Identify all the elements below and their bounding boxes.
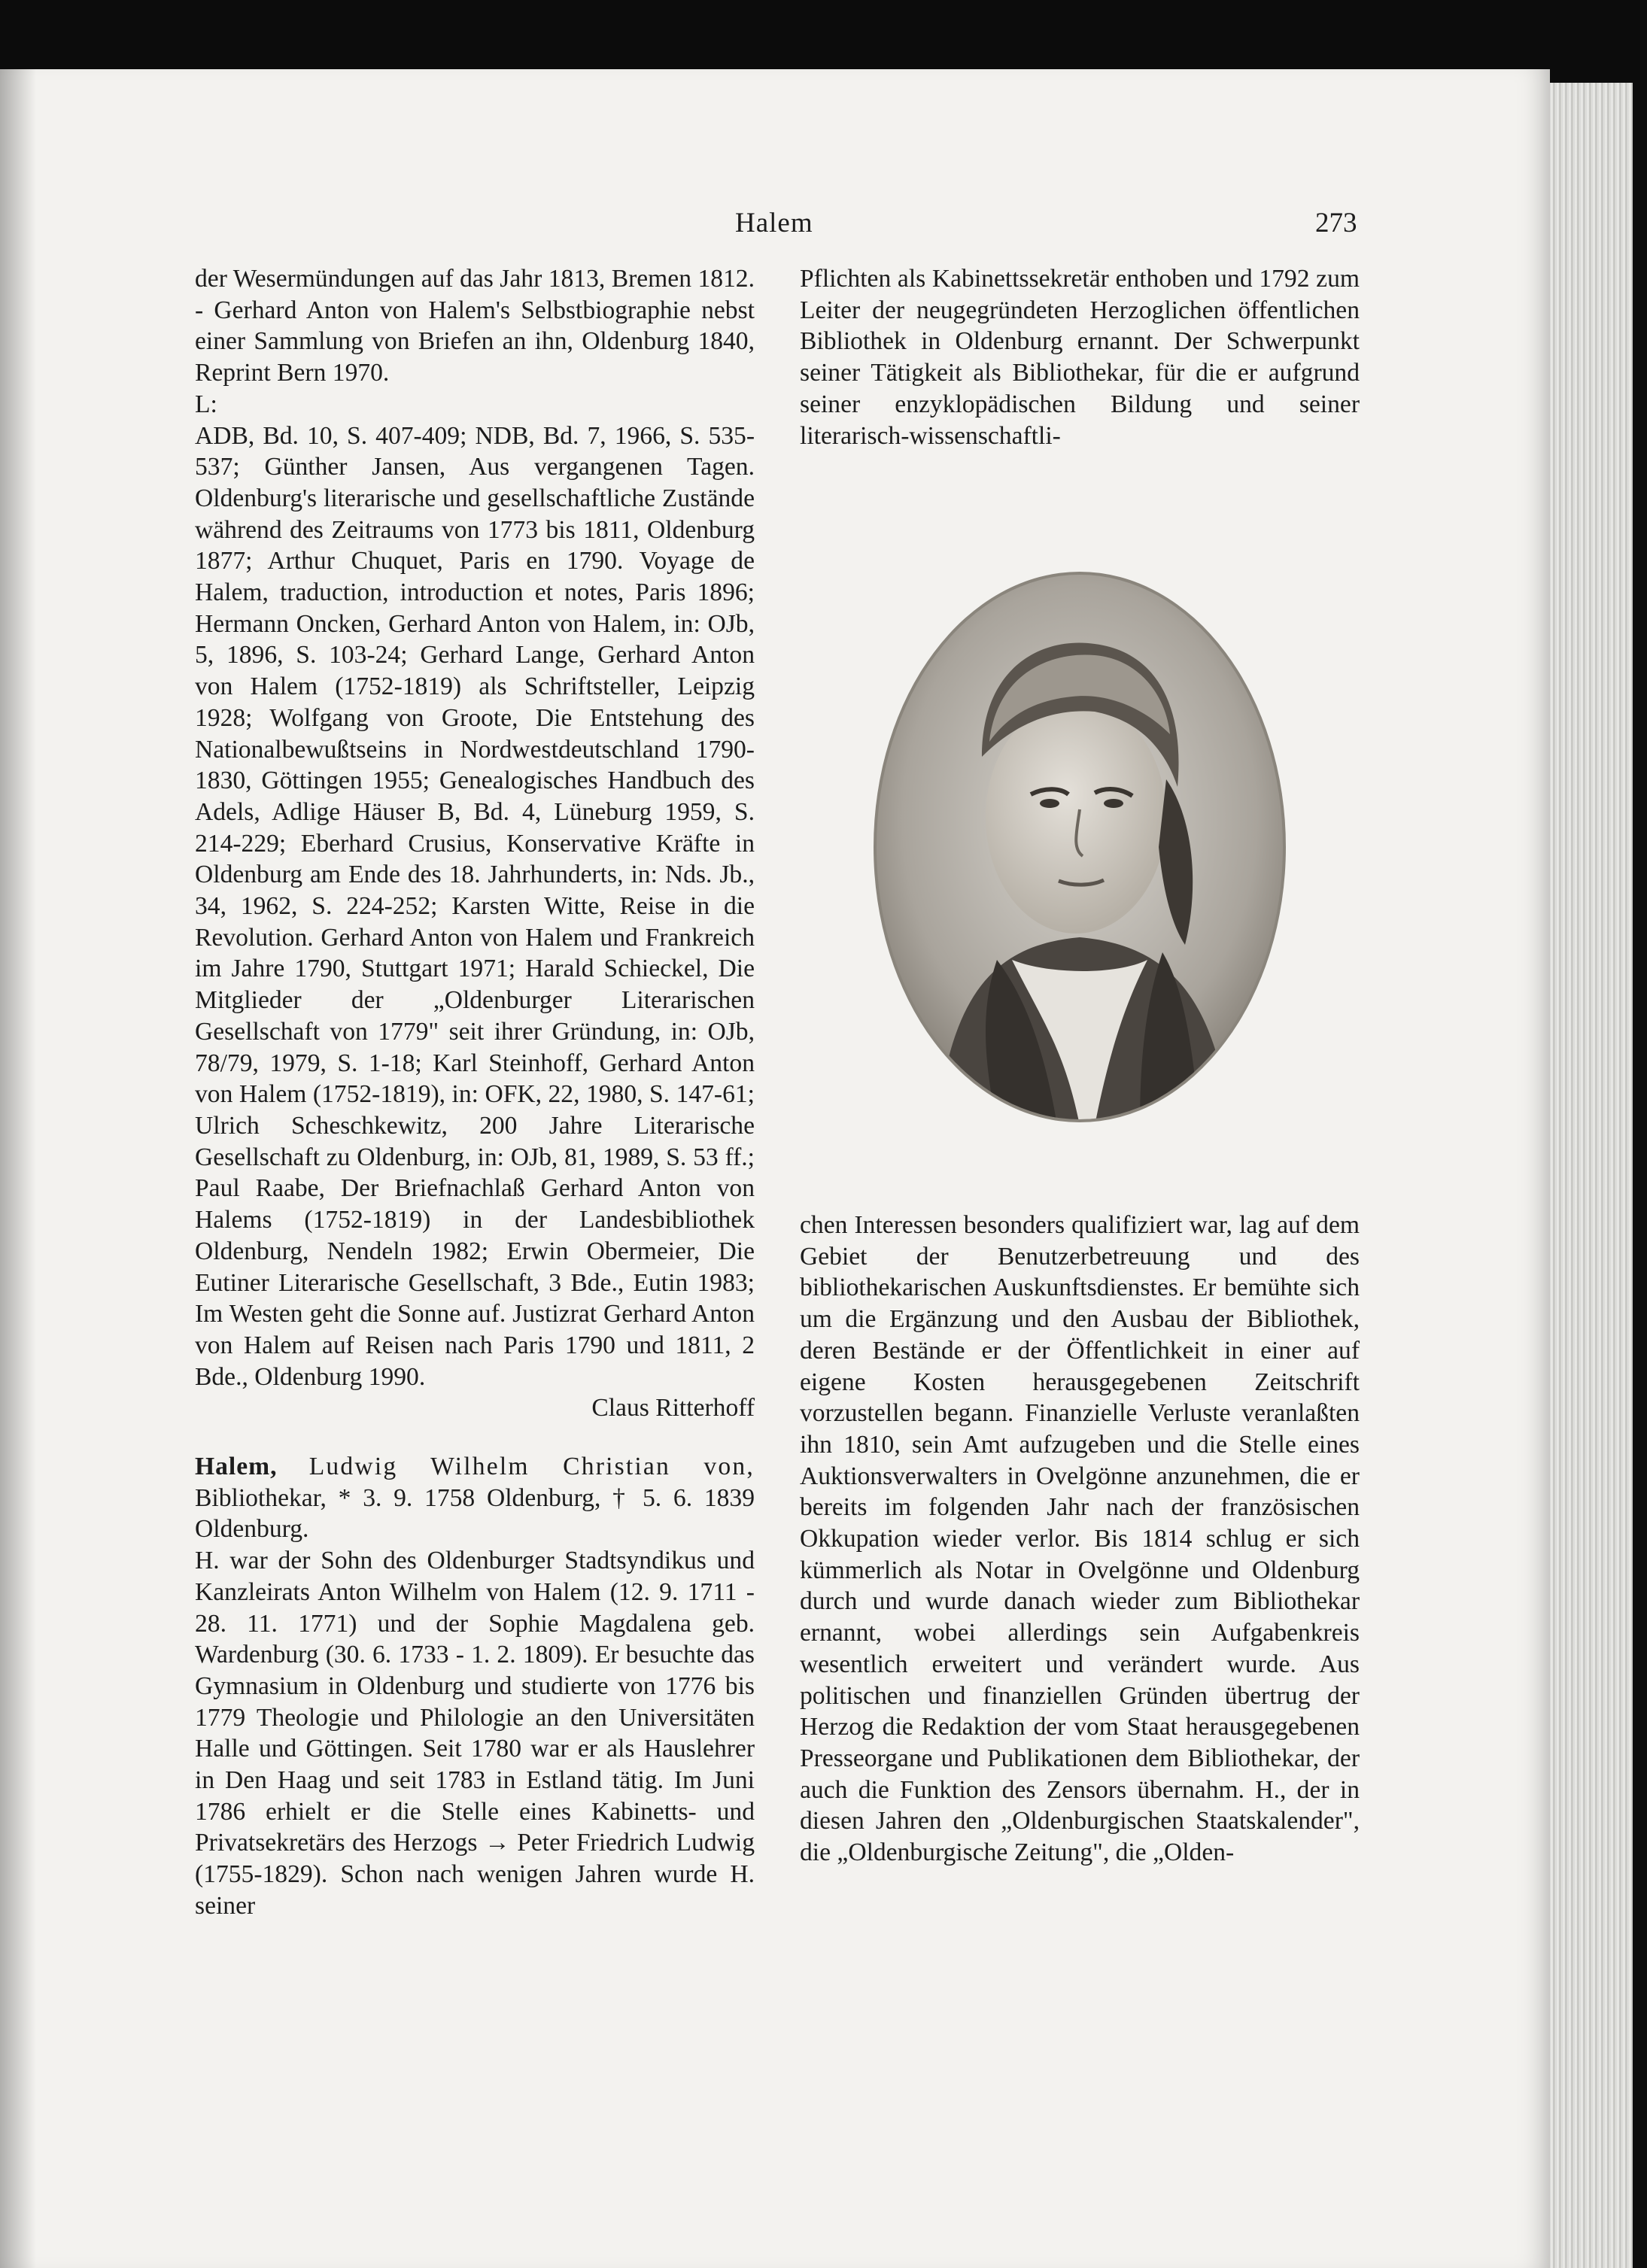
bibliography-text: der Wesermündungen auf das Jahr 1813, Bremen 1812. - Gerhard Anton von Halem's Selbstbiographie nebst einer Sammlung von Briefen an ihn, Oldenburg 1840, Reprint Bern 1970. [195, 265, 755, 387]
entry-given-names: Ludwig Wilhelm Christian von, [308, 1453, 755, 1481]
right-column-top [800, 263, 1360, 451]
portrait-image [869, 569, 1290, 1125]
left-column [195, 263, 755, 1922]
author-signature: Claus Ritterhoff [591, 1394, 755, 1422]
page-number: 273 [1315, 208, 1357, 238]
page-edges [1550, 83, 1633, 2268]
entry-surname: Halem, [195, 1453, 278, 1481]
literature-text: ADB, Bd. 10, S. 407-409; NDB, Bd. 7, 1966, S. 535-537; Günther Jansen, Aus vergangenen Tagen. Oldenburg's literarische und gesellschaftliche Zustände während des Zeitraums von 1773 bis 1811, Oldenburg 1877; Arthur Chuquet, Paris en 1790. Voyage de Halem, traduction, introduction et notes, Paris 1896; Hermann Oncken, Gerhard Anton von Halem, in: OJb, 5, 1896, S. 103-24; Gerhard Lange, Gerhard Anton von Halem (1752-1819) als Schriftsteller, Leipzig 1928; Wolfgang von Groote, Die Entstehung des Nationalbewußtseins in Nordwestdeutschland 1790-1830, Göttingen 1955; Genealogisches Handbuch des Adels, Adlige Häuser B, Bd. 4, Lüneburg 1959, S. 214-229; Eberhard Crusius, Konservative Kräfte in Oldenburg am Ende des 18. Jahrhunderts, in: Nds. Jb., 34, 1962, S. 224-252; Karsten Witte, Reise in die Revolution. Gerhard Anton von Halem und Frankreich im Jahre 1790, Stuttgart 1971; Harald Schieckel, Die Mitglieder der „Oldenburger Literarischen Gesellschaft von 1779" seit ihrer Gründung, in: OJb, 78/79, 1979, S. 1-18; Karl Steinhoff, Gerhard Anton von Halem (1752-1819), in: OFK, 22, 1980, S. 147-61; Ulrich Scheschkewitz, 200 Jahre Literarische Gesellschaft zu Oldenburg, in: OJb, 81, 1989, S. 53 ff.; Paul Raabe, Der Briefnachlaß Gerhard Anton von Halems (1752-1819) in der Landesbibliothek Oldenburg, Nendeln 1982; Erwin Obermeier, Die Eutiner Literarische Gesellschaft, 3 Bde., Eutin 1983; Im Westen geht die Sonne auf. Justizrat Gerhard Anton von Halem auf Reisen nach Paris 1790 und 1811, 2 Bde., Oldenburg 1990. [195, 421, 755, 1391]
entry-body: H. war der Sohn des Oldenburger Stadtsyndikus und Kanzleirats Anton Wilhelm von Halem (12. 9. 1711 - 28. 11. 1771) und der Sophie Magdalena geb. Wardenburg (30. 6. 1733 - 1. 2. 1809). Er besuchte das Gymnasium in Oldenburg und studierte von 1776 bis 1779 Theologie und Philologie an den Universitäten Halle und Göttingen. Seit 1780 war er als Hauslehrer in Den Haag und seit 1783 in Estland tätig. Im Juni 1786 erhielt er die Stelle eines Kabinetts- und Privatsekretärs des Herzogs → Peter Friedrich Ludwig (1755-1829). Schon nach wenigen Jahren wurde H. seiner [195, 1547, 755, 1920]
right-top-text: Pflichten als Kabinettssekretär enthoben und 1792 zum Leiter der neugegründeten Herzoglichen öffentlichen Bibliothek in Oldenburg ernannt. Der Schwerpunkt seiner Tätigkeit als Bibliothekar, für die er aufgrund seiner enzyklopädischen Bildung und seiner literarisch-wissenschaftli- [800, 265, 1360, 450]
right-bottom-text: chen Interessen besonders qualifiziert war, lag auf dem Gebiet der Benutzerbetreuung und des bibliothekarischen Auskunftsdienstes. Er bemühte sich um die Ergänzung und den Ausbau der Bibliothek, deren Bestände er der Öffentlichkeit in einer auf eigene Kosten herausgegebenen Zeitschrift vorzustellen begann. Finanzielle Verluste veranlaßten ihn 1810, sein Amt aufzugeben und die Stelle eines Auktionsverwalters in Ovelgönne anzunehmen, die er bereits im folgenden Jahr nach der französischen Okkupation wieder verlor. Bis 1814 schlug er sich kümmerlich als Notar in Ovelgönne und Oldenburg durch und wurde danach wieder zum Bibliothekar ernannt, wobei allerdings sein Aufgabenkreis wesentlich erweitert und verändert wurde. Aus politischen und finanziellen Gründen übertrug der Herzog die Redaktion der vom Staat herausgegebenen Presseorgane und Publikationen dem Bibliothekar, der auch die Funktion des Zensors übernahm. H., der in diesen Jahren den „Oldenburgischen Staatskalender", die „Oldenburgische Zeitung", die „Olden- [800, 1211, 1360, 1867]
portrait-drawing [869, 569, 1290, 1125]
right-column-bottom [800, 1210, 1360, 1869]
gutter-shadow [0, 69, 36, 2268]
running-head: Halem [735, 208, 813, 238]
literature-label: L: [195, 390, 217, 418]
entry-vitals: Bibliothekar, * 3. 9. 1758 Oldenburg, † 5. 6. 1839 Oldenburg. [195, 1483, 755, 1544]
entry-heading [195, 1451, 755, 1545]
